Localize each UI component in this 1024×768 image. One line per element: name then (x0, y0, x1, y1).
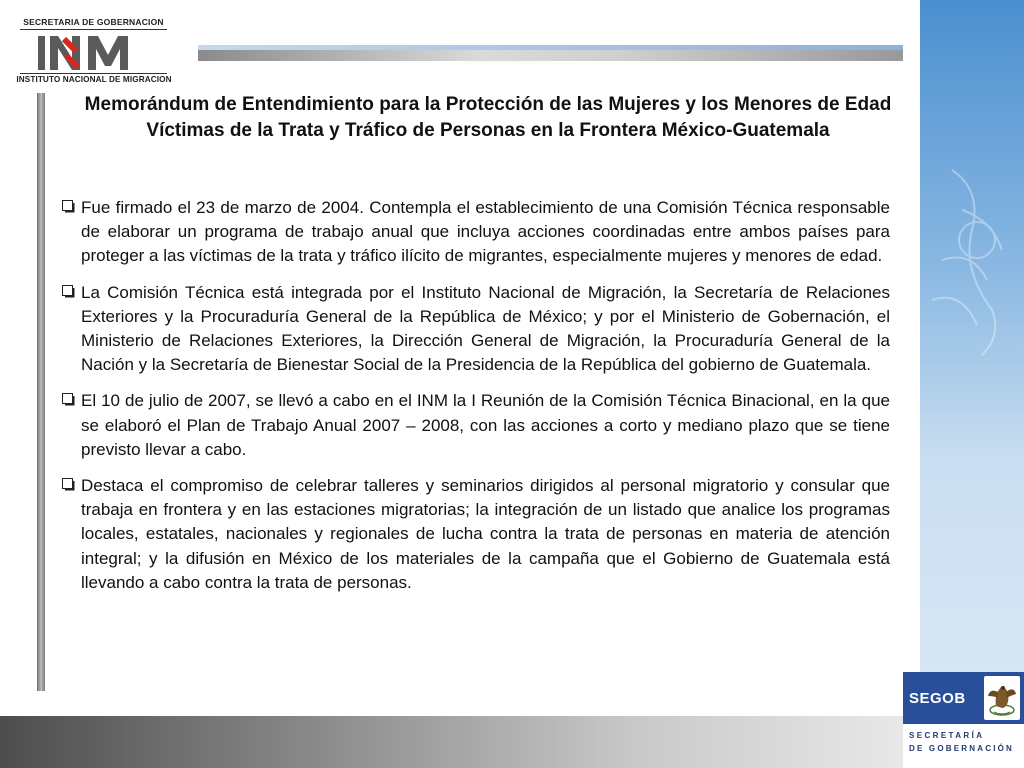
seal-watermark-icon (922, 150, 1022, 360)
bullet-text: Fue firmado el 23 de marzo de 2004. Contempla el establecimiento de una Comisión Técnica responsable de elaborar un programa de trabajo anual que incluya acciones coordinadas entre ambos países para proteger a las víctimas de la trata y tráfico ilícito de migrantes, especialmente mujeres y menores de edad. (81, 198, 890, 266)
logo-divider-top (20, 29, 167, 30)
bullet-item (62, 389, 890, 462)
bullet-item (62, 196, 890, 269)
bullet-text: Destaca el compromiso de celebrar talleres y seminarios dirigidos al personal migratorio y consular que trabaja en frontera y en las estaciones migratorias; la integración de un listado que analice los programas locales, estatales, nacionales y regionales de lucha contra la trata de personas en materia de atención integral; y la difusión en México de los materiales de la campaña que el Gobierno de Guatemala está llevando a cabo contra la trata de personas. (81, 476, 890, 592)
secretaria-line1: SECRETARÍA (909, 731, 985, 740)
bullet-text: La Comisión Técnica está integrada por el Instituto Nacional de Migración, la Secretaría de Relaciones Exteriores y la Procuraduría General de la República de México; y por el Ministerio de Gobernación, el Ministerio de Relaciones Exteriores, la Dirección General de Migración, la Procuraduría General de la Nación y la Secretaría de Bienestar Social de la Presidencia de la República del gobierno de Guatemala. (81, 282, 890, 375)
segob-label: SEGOB (909, 690, 966, 707)
left-accent-stripe (37, 93, 45, 691)
checkbox-bullet-icon (62, 478, 75, 491)
checkbox-bullet-icon (62, 200, 75, 213)
checkbox-bullet-icon (62, 393, 75, 406)
logo-divider-bottom (20, 73, 167, 74)
bullet-list (62, 196, 890, 607)
bullet-text: El 10 de julio de 2007, se llevó a cabo en el INM la I Reunión de la Comisión Técnica Binacional, en la que se elaboró el Plan de Trabajo Anual 2007 – 2008, con las acciones a corto y mediano plazo que se tiene previsto llevar a cabo. (81, 391, 890, 459)
checkbox-bullet-icon (62, 285, 75, 298)
coat-of-arms-icon (984, 676, 1020, 720)
footer-gradient-bar (0, 716, 903, 768)
header-blue-line (198, 45, 903, 50)
bullet-item (62, 281, 890, 378)
logo-top-text: SECRETARIA DE GOBERNACION (23, 17, 164, 27)
slide-title: Memorándum de Entendimiento para la Protección de las Mujeres y los Menores de Edad Víctimas de la Trata y Tráfico de Personas en la Frontera México-Guatemala (84, 94, 892, 141)
logo-bottom-text: INSTITUTO NACIONAL DE MIGRACION (16, 75, 172, 84)
inm-logo-icon (36, 33, 146, 73)
right-gradient-panel (920, 0, 1024, 768)
bullet-item (62, 474, 890, 595)
secretaria-line2: DE GOBERNACIÓN (909, 744, 1015, 753)
